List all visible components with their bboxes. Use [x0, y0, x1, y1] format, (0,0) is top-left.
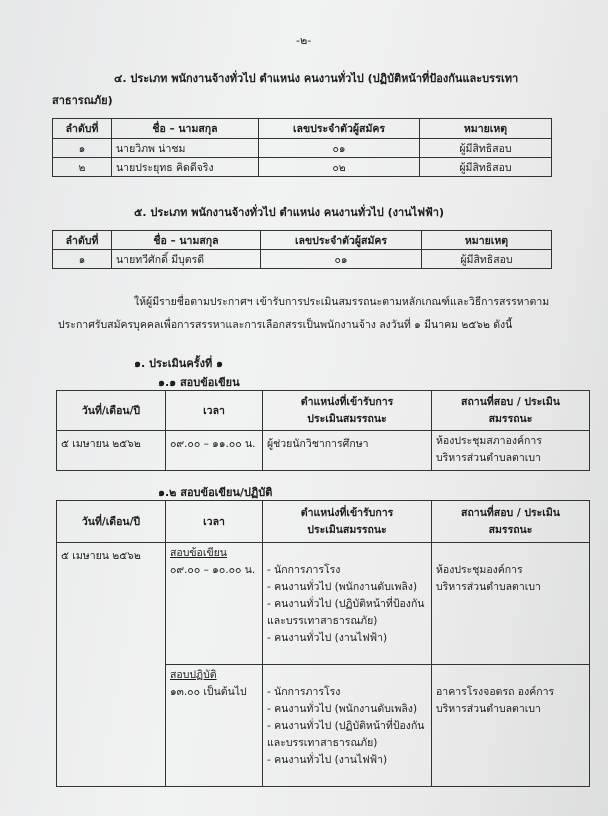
header-place: [432, 501, 590, 543]
cell-time: ๐๙.๐๐ – ๑๑.๐๐ น.: [166, 431, 263, 471]
cell-written-positions: [263, 543, 432, 665]
col-header-id: เลขประจำตัวผู้สมัคร: [259, 119, 420, 139]
col-header-name: ชื่อ – นามสกุล: [112, 231, 261, 250]
position-item: และบรรเทาสาธารณภัย): [267, 737, 378, 749]
written-time: ๐๙.๐๐ – ๑๐.๐๐ น.: [170, 564, 256, 576]
cell-position: ผู้ช่วยนักวิชาการศึกษา: [263, 431, 432, 471]
cell-written-place: [432, 543, 590, 665]
position-item: - นักการภารโรง: [267, 686, 341, 698]
header-position: [263, 391, 432, 431]
header-position: [263, 501, 432, 543]
col-header-note: หมายเหตุ: [422, 231, 552, 250]
row-id: ๐๒: [259, 158, 420, 177]
table-row: [57, 431, 590, 471]
col-header-id: เลขประจำตัวผู้สมัคร: [261, 231, 422, 250]
row-name: นายทวีศักดิ์ มีบุตรดี: [112, 250, 261, 269]
col-header-name: ชื่อ – นามสกุล: [112, 119, 259, 139]
position-item: - คนงานทั่วไป (พนักงานดับเพลิง): [267, 581, 418, 593]
place-line1: ห้องประชุมองค์การ: [436, 564, 523, 576]
place-line1: อาคารโรงจอดรถ องค์การ: [436, 686, 555, 698]
place-line1: ห้องประชุมสภาองค์การ: [436, 435, 542, 447]
col-header-note: หมายเหตุ: [420, 119, 552, 139]
page-number: -๒-: [296, 34, 312, 47]
row-name: นายประยุทธ คิดดีจริง: [112, 158, 259, 177]
position-item: - คนงานทั่วไป (งานไฟฟ้า): [267, 754, 388, 766]
header-position-line1: ตำแหน่งที่เข้ารับการ: [300, 395, 394, 408]
header-position-line1: ตำแหน่งที่เข้ารับการ: [300, 506, 394, 519]
cell-written-time: [166, 543, 263, 665]
cell-place: [432, 431, 590, 471]
row-name: นายวิภพ น่าชม: [112, 139, 259, 158]
position-item: และบรรเทาสาธารณภัย): [267, 615, 378, 627]
header-position-line2: ประเมินสมรรถนะ: [307, 412, 387, 425]
section4-heading: ๔. ประเภท พนักงานจ้างทั่วไป ตำแหน่ง คนงานทั่วไป (ปฏิบัติหน้าที่ป้องกันและบรรเทา: [114, 72, 519, 85]
position-item: - คนงานทั่วไป (งานไฟฟ้า): [267, 632, 388, 644]
row-no: ๒: [53, 158, 112, 177]
practical-label: สอบปฏิบัติ: [170, 669, 217, 681]
row-id: ๐๑: [259, 139, 420, 158]
cell-date: ๕ เมษายน ๒๕๖๒: [57, 431, 166, 471]
eval-table-2: [56, 500, 590, 787]
row-id: ๐๑: [261, 250, 422, 269]
header-date: วันที่/เดือน/ปี: [57, 391, 166, 431]
written-label: สอบข้อเขียน: [170, 547, 227, 559]
header-place-line1: สถานที่สอบ / ประเมิน: [461, 506, 560, 519]
section4-heading-cont: สาธารณภัย): [52, 94, 113, 107]
header-time: เวลา: [166, 391, 263, 431]
cell-practical-place: [432, 665, 590, 787]
place-line2: บริหารส่วนตำบลตาเบา: [436, 452, 541, 464]
sub2-title: ๑.๒ สอบข้อเขียน/ปฏิบัติ: [158, 486, 273, 499]
position-item: - คนงานทั่วไป (พนักงานดับเพลิง): [267, 703, 418, 715]
section5-heading: ๕. ประเภท พนักงานจ้างทั่วไป ตำแหน่ง คนงานทั่วไป (งานไฟฟ้า): [134, 206, 444, 219]
table-row: [53, 250, 552, 269]
header-position-line2: ประเมินสมรรถนะ: [307, 523, 387, 536]
row-note: ผู้มีสิทธิสอบ: [422, 250, 552, 269]
header-place-line2: สมรรถนะ: [488, 412, 533, 425]
table-row: [53, 139, 552, 158]
header-time: เวลา: [166, 501, 263, 543]
cell-practical-positions: [263, 665, 432, 787]
sub1-title: ๑.๑ สอบข้อเขียน: [158, 376, 240, 389]
eval-table-1: [56, 390, 590, 471]
row-note: ผู้มีสิทธิสอบ: [420, 158, 552, 177]
position-item: - คนงานทั่วไป (ปฏิบัติหน้าที่ป้องกัน: [267, 598, 425, 610]
row-no: ๑: [53, 250, 112, 269]
practical-time: ๑๓.๐๐ เป็นต้นไป: [170, 686, 247, 698]
place-line2: บริหารส่วนตำบลตาเบา: [436, 581, 541, 593]
col-header-no: ลำดับที่: [53, 119, 112, 139]
section4-table: [52, 118, 552, 177]
position-item: - คนงานทั่วไป (ปฏิบัติหน้าที่ป้องกัน: [267, 720, 425, 732]
section5-table: [52, 230, 552, 269]
col-header-no: ลำดับที่: [53, 231, 112, 250]
cell-date: ๕ เมษายน ๒๕๖๒: [57, 543, 166, 787]
row-no: ๑: [53, 139, 112, 158]
place-line2: บริหารส่วนตำบลตาเบา: [436, 703, 541, 715]
eval-heading: ๑. ประเมินครั้งที่ ๑: [134, 357, 224, 370]
header-place-line1: สถานที่สอบ / ประเมิน: [461, 395, 560, 408]
paragraph-line2: ประกาศรับสมัครบุคคลเพื่อการสรรหาและการเลือกสรรเป็นพนักงานจ้าง ลงวันที่ ๑ มีนาคม ๒๕๖๒ ดังนี้: [58, 319, 513, 331]
paragraph-line1: ให้ผู้มีรายชื่อตามประกาศฯ เข้ารับการประเมินสมรรถนะตามหลักเกณฑ์และวิธีการสรรหาตาม: [134, 296, 550, 308]
row-note: ผู้มีสิทธิสอบ: [420, 139, 552, 158]
cell-practical-time: [166, 665, 263, 787]
table-row: [53, 158, 552, 177]
header-date: วันที่/เดือน/ปี: [57, 501, 166, 543]
header-place-line2: สมรรถนะ: [488, 523, 533, 536]
header-place: [432, 391, 590, 431]
position-item: - นักการภารโรง: [267, 564, 341, 576]
table-row: [57, 543, 590, 665]
